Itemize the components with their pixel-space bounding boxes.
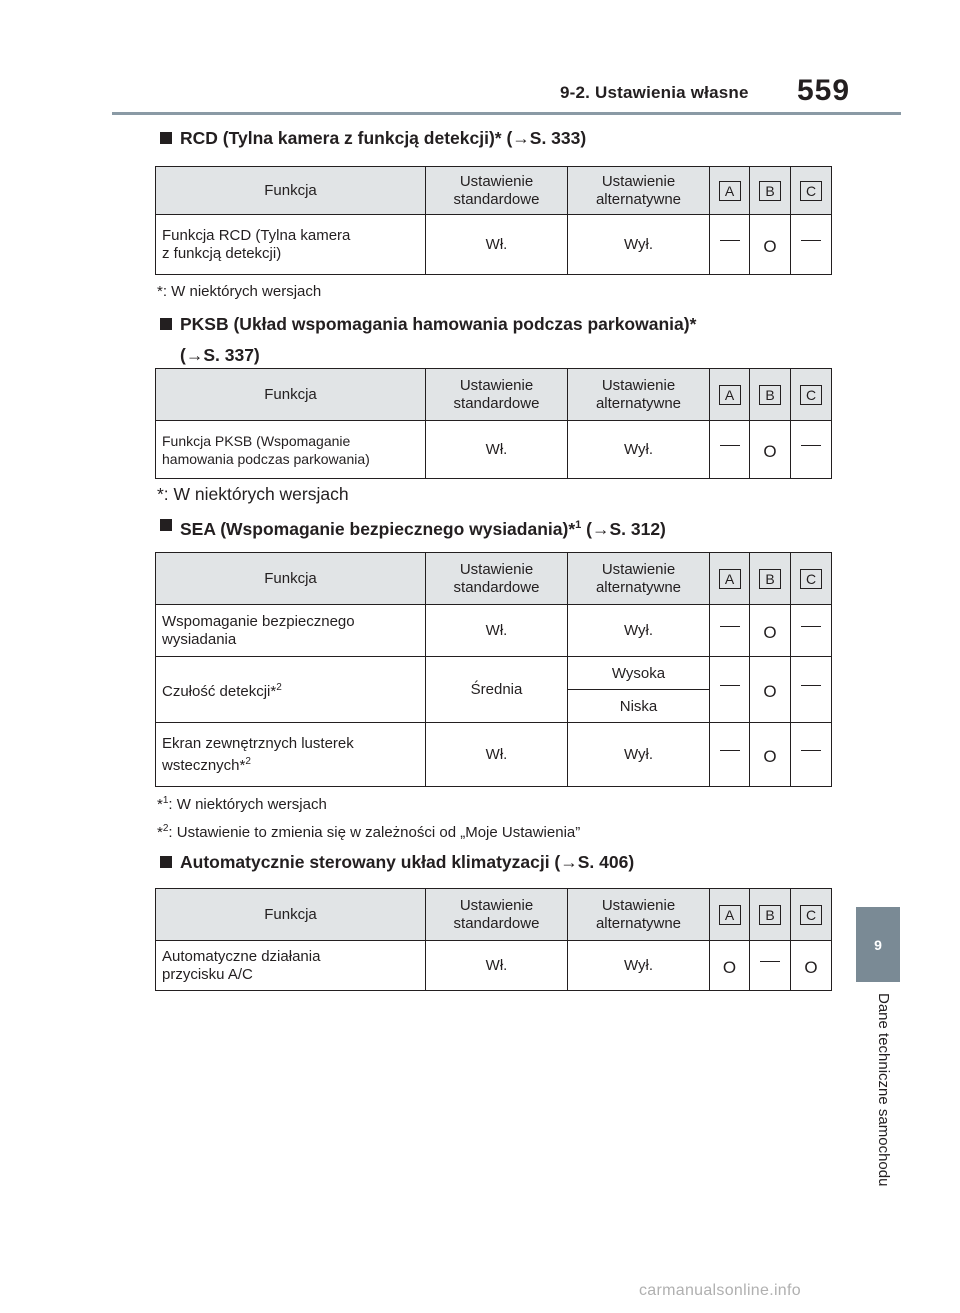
circle-mark-icon: O [763, 623, 777, 642]
header-divider [112, 112, 901, 115]
table-row [156, 657, 832, 690]
mark-a [710, 657, 750, 723]
table-header-row [156, 369, 832, 421]
footnote-2: *$^2$: Ustawienie to zmienia się w zależności od „Moje Ustawienia” [157, 823, 581, 841]
bullet-icon [160, 519, 172, 531]
alternative-value: Wył. [568, 421, 710, 479]
function-cell: Czułość detekcji*$^2$ [156, 657, 426, 723]
section-heading-sea [160, 513, 666, 541]
heading-text: RCD (Tylna kamera z funkcją detekcji)* (→S. 333) [180, 128, 587, 148]
circle-mark-icon: O [763, 747, 777, 766]
heading-text: Automatycznie sterowany układ klimatyzacji (→S. 406) [180, 852, 635, 872]
col-header-a: A [710, 369, 750, 421]
default-value: Wł. [426, 215, 568, 275]
mark-b [750, 421, 791, 479]
dash-mark-icon [801, 626, 821, 627]
col-header-b: B [750, 369, 791, 421]
default-value: Wł. [426, 941, 568, 991]
table-row [156, 605, 832, 657]
mark-c [791, 657, 832, 723]
col-header-c: C [791, 889, 832, 941]
table-header-row [156, 167, 832, 215]
col-header-b: B [750, 889, 791, 941]
mark-c [791, 723, 832, 787]
mark-b [750, 215, 791, 275]
mark-a [710, 605, 750, 657]
dash-mark-icon [720, 240, 740, 241]
col-header-function: Funkcja [156, 889, 426, 941]
function-cell: Funkcja PKSB (Wspomaganie hamowania podczas parkowania) [156, 421, 426, 479]
section-heading-pksb [160, 312, 696, 367]
mark-a [710, 941, 750, 991]
table-row [156, 723, 832, 787]
col-header-c: C [791, 369, 832, 421]
default-value: Wł. [426, 421, 568, 479]
dash-mark-icon [801, 240, 821, 241]
table-row [156, 941, 832, 991]
default-value: Wł. [426, 723, 568, 787]
alternative-value: Niska [568, 690, 710, 723]
col-header-default: Ustawienie standardowe [426, 369, 568, 421]
col-header-a: A [710, 553, 750, 605]
mark-b [750, 723, 791, 787]
alternative-value: Wył. [568, 941, 710, 991]
col-header-function: Funkcja [156, 167, 426, 215]
mark-b [750, 605, 791, 657]
footnote: *: W niektórych wersjach [157, 484, 349, 504]
circle-mark-icon: O [763, 682, 777, 701]
col-header-function: Funkcja [156, 553, 426, 605]
section-heading-rcd [160, 126, 586, 150]
col-header-c: C [791, 167, 832, 215]
dash-mark-icon [720, 445, 740, 446]
table-sea [155, 552, 832, 787]
dash-mark-icon [801, 750, 821, 751]
col-header-default: Ustawienie standardowe [426, 553, 568, 605]
section-header-title: 9-2. Ustawienia własne [560, 83, 749, 102]
table-row [156, 215, 832, 275]
chapter-number: 9 [874, 936, 882, 953]
mark-c [791, 605, 832, 657]
col-header-a: A [710, 167, 750, 215]
alternative-value: Wysoka [568, 657, 710, 690]
heading-reference: (→S. 337) [180, 345, 260, 365]
col-header-alternative: Ustawienie alternatywne [568, 369, 710, 421]
dash-mark-icon [760, 961, 780, 962]
table-header-row [156, 889, 832, 941]
dash-mark-icon [720, 626, 740, 627]
mark-a [710, 421, 750, 479]
function-cell: Automatyczne działania przycisku A/C [156, 941, 426, 991]
default-value: Średnia [426, 657, 568, 723]
watermark: carmanualsonline.info [639, 1282, 801, 1299]
table-header-row [156, 553, 832, 605]
section-heading-climate [160, 850, 634, 874]
alternative-value: Wył. [568, 723, 710, 787]
heading-text: PKSB (Układ wspomagania hamowania podczas parkowania)* [180, 314, 697, 334]
default-value: Wł. [426, 605, 568, 657]
chapter-tab [856, 907, 900, 982]
bullet-icon [160, 856, 172, 868]
mark-c [791, 215, 832, 275]
col-header-c: C [791, 553, 832, 605]
mark-c [791, 421, 832, 479]
table-rcd [155, 166, 832, 275]
function-cell: Funkcja RCD (Tylna kamera z funkcją detekcji) [156, 215, 426, 275]
function-cell: Wspomaganie bezpiecznego wysiadania [156, 605, 426, 657]
dash-mark-icon [801, 685, 821, 686]
bullet-icon [160, 318, 172, 330]
table-row [156, 421, 832, 479]
mark-a [710, 723, 750, 787]
col-header-a: A [710, 889, 750, 941]
col-header-default: Ustawienie standardowe [426, 167, 568, 215]
circle-mark-icon: O [763, 442, 777, 461]
footnote-1: *$^1$: W niektórych wersjach [157, 795, 327, 813]
alternative-value: Wył. [568, 605, 710, 657]
dash-mark-icon [801, 445, 821, 446]
col-header-alternative: Ustawienie alternatywne [568, 167, 710, 215]
mark-b [750, 941, 791, 991]
col-header-b: B [750, 167, 791, 215]
col-header-function: Funkcja [156, 369, 426, 421]
heading-text: SEA (Wspomaganie bezpiecznego wysiadania)*$^1$ (→S. 312) [180, 518, 666, 539]
mark-c [791, 941, 832, 991]
circle-mark-icon: O [763, 237, 777, 256]
col-header-b: B [750, 553, 791, 605]
dash-mark-icon [720, 685, 740, 686]
dash-mark-icon [720, 750, 740, 751]
page-number: 559 [797, 74, 851, 107]
bullet-icon [160, 132, 172, 144]
circle-mark-icon: O [722, 958, 737, 977]
chapter-title: Dane techniczne samochodu [875, 993, 892, 1187]
table-pksb [155, 368, 832, 479]
circle-mark-icon: O [804, 958, 818, 977]
alternative-value: Wył. [568, 215, 710, 275]
col-header-default: Ustawienie standardowe [426, 889, 568, 941]
col-header-alternative: Ustawienie alternatywne [568, 889, 710, 941]
table-climate [155, 888, 832, 991]
footnote: *: W niektórych wersjach [157, 283, 322, 300]
function-cell: Ekran zewnętrznych lusterek wstecznych*$^2$ [156, 723, 426, 787]
mark-a [710, 215, 750, 275]
col-header-alternative: Ustawienie alternatywne [568, 553, 710, 605]
mark-b [750, 657, 791, 723]
